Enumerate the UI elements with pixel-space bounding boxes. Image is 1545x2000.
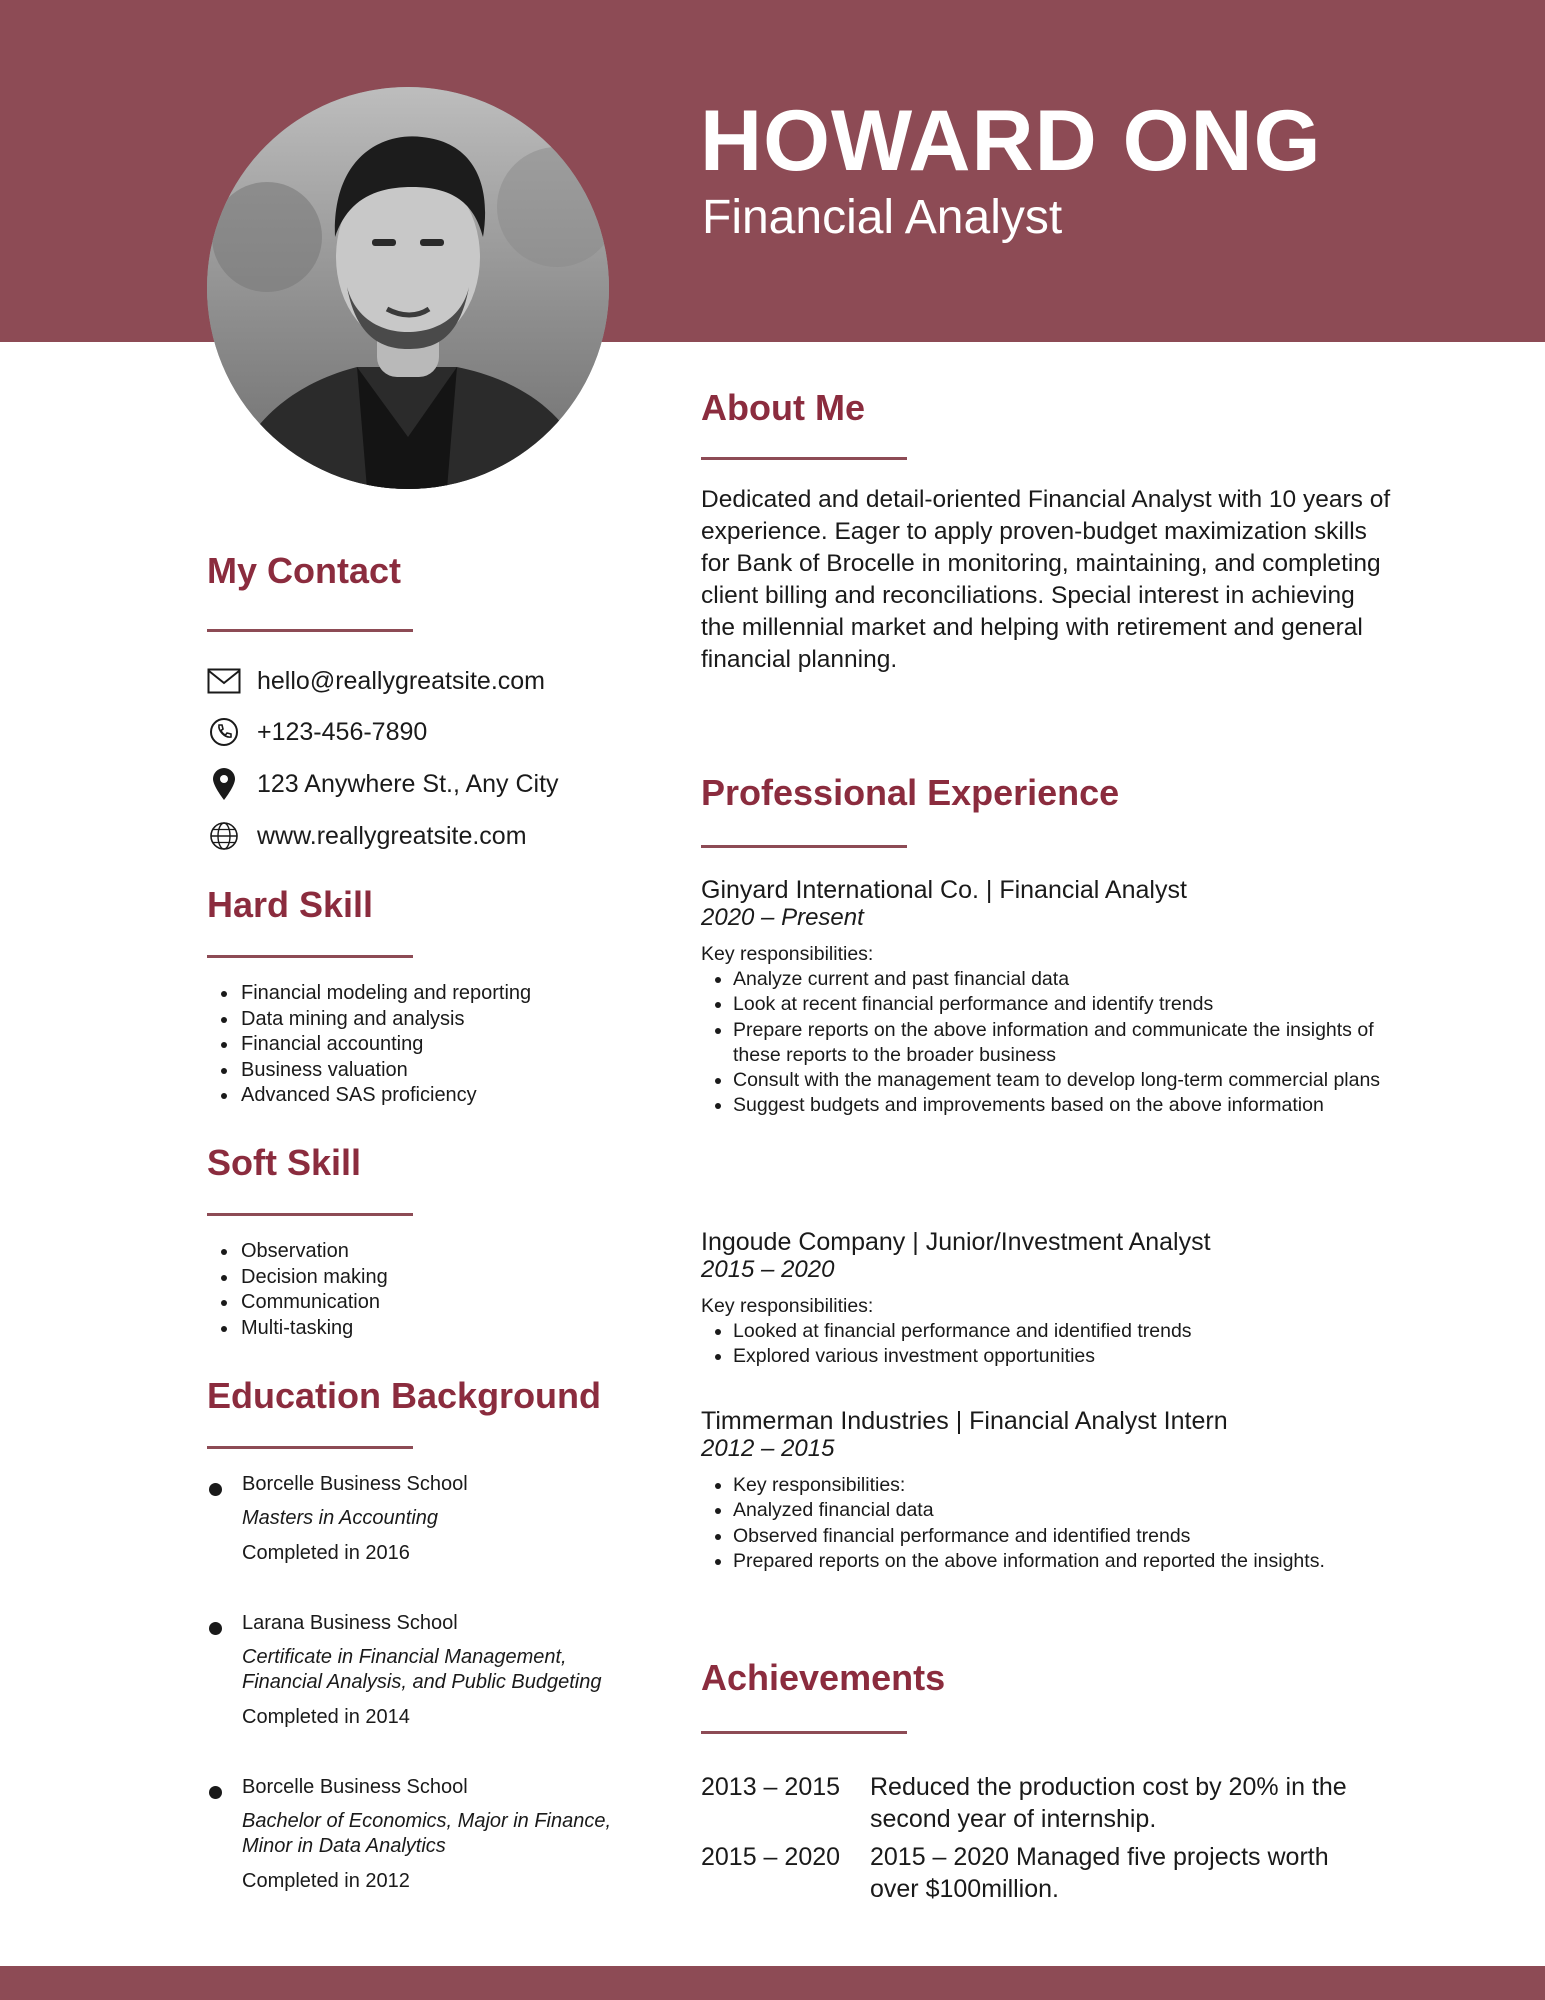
portrait-image <box>207 87 609 489</box>
job-entry <box>701 1407 1391 1574</box>
list-item: • Prepare reports on the above information and communicate the insights of these reports to the broader business <box>733 1018 1391 1069</box>
contact-address-text: 123 Anywhere St., Any City <box>257 769 559 798</box>
achievement-row <box>701 1771 1401 1835</box>
education-degree: Bachelor of Economics, Major in Finance, Minor in Data Analytics <box>242 1810 612 1857</box>
achievement-row <box>701 1841 1401 1905</box>
education-school: Borcelle Business School <box>242 1473 468 1495</box>
contact-rule <box>207 629 413 632</box>
job-title: Ingoude Company | Junior/Investment Analyst <box>701 1228 1211 1256</box>
list-item: • Prepared reports on the above information and reported the insights. <box>733 1549 1391 1574</box>
phone-icon <box>207 715 241 749</box>
bullet-dot <box>209 1622 222 1635</box>
job-responsibilities <box>701 1319 1391 1370</box>
education-school: Borcelle Business School <box>242 1776 468 1798</box>
contact-website-text: www.reallygreatsite.com <box>257 821 527 850</box>
job-entry <box>701 876 1391 1119</box>
list-item: • Consult with the management team to develop long-term commercial plans <box>733 1068 1391 1093</box>
education-completed: Completed in 2012 <box>242 1870 410 1892</box>
achievement-text: Reduced the production cost by 20% in the second year of internship. <box>870 1773 1347 1833</box>
education-item <box>207 1610 647 1730</box>
about-text: Dedicated and detail-oriented Financial Analyst with 10 years of experience. Eager to apply proven-budget maximization skills for Bank of Brocelle in monitoring, maintaining, and completing client billing and reconciliations. Special interest in achieving the millennial market and helping with retirement and general financial planning. <box>701 486 1391 673</box>
list-item: • Advanced SAS proficiency <box>239 1083 531 1109</box>
education-completed: Completed in 2014 <box>242 1706 410 1728</box>
contact-website[interactable] <box>207 818 527 854</box>
list-item: • Suggest budgets and improvements based on the above information <box>733 1093 1391 1118</box>
list-item: • Financial accounting <box>239 1032 531 1058</box>
experience-heading: Professional Experience <box>701 772 1120 813</box>
education-rule <box>207 1446 413 1449</box>
list-item: • Decision making <box>239 1265 388 1291</box>
job-title: Timmerman Industries | Financial Analyst Intern <box>701 1407 1228 1435</box>
hard-skill-list <box>207 981 531 1109</box>
experience-rule <box>701 845 907 848</box>
job-dates: 2020 – Present <box>701 904 864 931</box>
achievement-years: 2015 – 2020 <box>701 1843 841 1871</box>
job-responsibilities <box>701 1473 1391 1574</box>
education-heading: Education Background <box>207 1375 602 1416</box>
job-entry <box>701 1228 1391 1370</box>
contact-email[interactable] <box>207 663 545 699</box>
contact-address <box>207 766 559 802</box>
education-school: Larana Business School <box>242 1612 458 1634</box>
job-title: Ginyard International Co. | Financial Analyst <box>701 876 1187 904</box>
list-item: • Financial modeling and reporting <box>239 981 531 1007</box>
globe-icon <box>207 819 241 853</box>
job-intro: Key responsibilities: <box>701 1295 874 1317</box>
list-item: • Observation <box>239 1239 388 1265</box>
candidate-name: HOWARD ONG <box>700 93 1322 189</box>
contact-heading: My Contact <box>207 550 402 591</box>
contact-phone[interactable] <box>207 714 427 750</box>
location-pin-icon <box>207 767 241 801</box>
education-degree: Masters in Accounting <box>242 1507 439 1529</box>
achievements-heading: Achievements <box>701 1657 946 1698</box>
education-item <box>207 1774 647 1894</box>
hard-skill-rule <box>207 955 413 958</box>
about-rule <box>701 457 907 460</box>
contact-email-text: hello@reallygreatsite.com <box>257 666 546 695</box>
list-item: • Multi-tasking <box>239 1316 388 1342</box>
hard-skill-heading: Hard Skill <box>207 884 374 925</box>
education-completed: Completed in 2016 <box>242 1542 410 1564</box>
achievements-rule <box>701 1731 907 1734</box>
list-item: • Analyzed financial data <box>733 1498 1391 1523</box>
about-heading: About Me <box>701 387 865 428</box>
list-item: • Communication <box>239 1290 388 1316</box>
job-dates: 2012 – 2015 <box>701 1435 835 1462</box>
bullet-dot <box>209 1786 222 1799</box>
footer-band <box>0 1966 1545 2000</box>
list-item: • Look at recent financial performance and identify trends <box>733 992 1391 1017</box>
job-dates: 2015 – 2020 <box>701 1256 835 1283</box>
job-responsibilities <box>701 967 1391 1119</box>
bullet-dot <box>209 1483 222 1496</box>
job-intro: Key responsibilities: <box>701 943 874 965</box>
education-item <box>207 1471 647 1566</box>
soft-skill-list <box>207 1239 388 1341</box>
achievement-years: 2013 – 2015 <box>701 1773 841 1801</box>
list-item: • Analyze current and past financial data <box>733 967 1391 992</box>
list-item: • Data mining and analysis <box>239 1007 531 1033</box>
list-item: • Explored various investment opportunities <box>733 1344 1391 1369</box>
profile-photo <box>207 87 609 489</box>
candidate-title: Financial Analyst <box>702 191 1063 244</box>
education-degree: Certificate in Financial Management, Financial Analysis, and Public Budgeting <box>242 1646 602 1693</box>
envelope-icon <box>207 664 241 698</box>
list-item: • Observed financial performance and identified trends <box>733 1524 1391 1549</box>
list-item: • Key responsibilities: <box>733 1473 1391 1498</box>
list-item: • Looked at financial performance and identified trends <box>733 1319 1391 1344</box>
soft-skill-heading: Soft Skill <box>207 1142 362 1183</box>
achievement-text: 2015 – 2020 Managed five projects worth over $100million. <box>870 1843 1329 1903</box>
soft-skill-rule <box>207 1213 413 1216</box>
contact-phone-text: +123-456-7890 <box>257 717 428 746</box>
list-item: • Business valuation <box>239 1058 531 1084</box>
